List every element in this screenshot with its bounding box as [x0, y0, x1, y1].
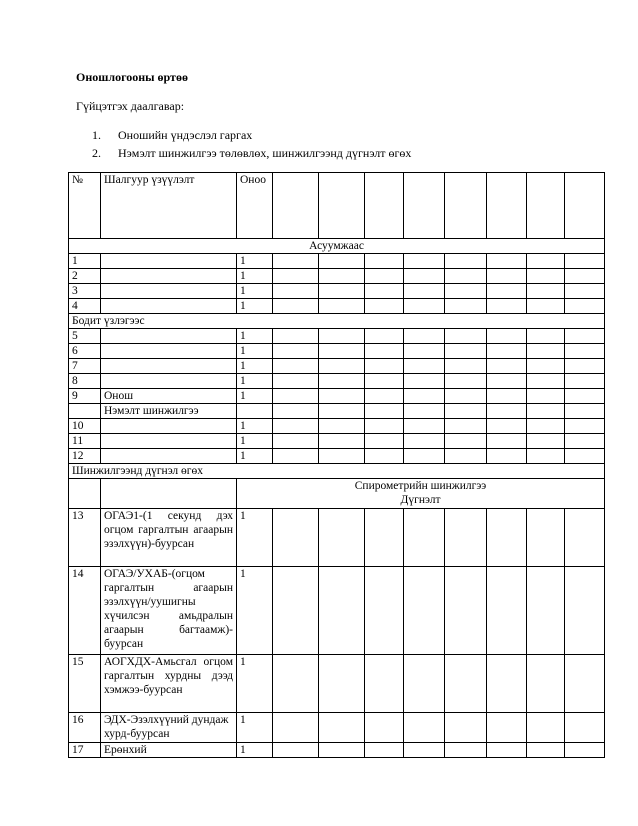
header-criteria: Шалгуур үзүүлэлт	[101, 173, 237, 239]
row-score: 1	[237, 359, 273, 374]
row-score: 1	[237, 344, 273, 359]
blank-cell	[273, 389, 319, 404]
row-score: 1	[237, 655, 273, 713]
row-score: 1	[237, 449, 273, 464]
blank-cell	[527, 374, 565, 389]
row-criteria	[101, 299, 237, 314]
blank-cell	[273, 509, 319, 567]
row-criteria: ОГАЭ/УХАБ-(огцом гаргалтын агаарын эзэлхүүн/уушигны хүчилсэн амьдралын агаарын багтаамж)-буурсан	[101, 567, 237, 655]
row-criteria	[101, 344, 237, 359]
row-number: 10	[69, 419, 101, 434]
row-number: 9	[69, 389, 101, 404]
blank-cell	[565, 389, 605, 404]
blank-cell	[487, 329, 527, 344]
blank-cell	[487, 374, 527, 389]
blank-cell	[404, 404, 445, 419]
blank-cell	[273, 404, 319, 419]
blank-cell	[445, 389, 487, 404]
blank-cell	[404, 299, 445, 314]
table-row	[69, 299, 605, 314]
row-number: 1	[69, 254, 101, 269]
row-criteria	[101, 254, 237, 269]
blank-cell	[273, 344, 319, 359]
blank-cell	[365, 419, 404, 434]
section-asuumjaas: Асуумжаас	[69, 239, 605, 254]
spirometry-title: Спирометрийн шинжилгээ	[354, 480, 487, 492]
row-number: 8	[69, 374, 101, 389]
blank-cell	[445, 404, 487, 419]
blank-cell	[365, 449, 404, 464]
blank-cell	[527, 284, 565, 299]
blank-cell	[487, 655, 527, 713]
blank-cell	[273, 374, 319, 389]
blank-cell	[69, 404, 101, 419]
blank-cell	[365, 254, 404, 269]
blank-cell	[404, 359, 445, 374]
table-row	[69, 284, 605, 299]
blank-cell	[319, 254, 365, 269]
section-row	[69, 239, 605, 254]
blank-cell	[404, 713, 445, 743]
blank-cell	[365, 299, 404, 314]
blank-cell	[404, 284, 445, 299]
blank-cell	[404, 419, 445, 434]
table-row	[69, 655, 605, 713]
blank-cell	[565, 449, 605, 464]
blank-cell	[565, 344, 605, 359]
blank-cell	[365, 743, 404, 758]
blank-cell	[404, 389, 445, 404]
blank-cell	[445, 299, 487, 314]
blank-cell	[404, 434, 445, 449]
table-row	[69, 359, 605, 374]
blank-cell	[527, 404, 565, 419]
blank-cell	[445, 269, 487, 284]
blank-cell	[527, 713, 565, 743]
blank-cell	[273, 655, 319, 713]
blank-cell	[273, 713, 319, 743]
blank-cell	[445, 567, 487, 655]
section-nemelt: Нэмэлт шинжилгээ	[101, 404, 237, 419]
blank-cell	[273, 329, 319, 344]
blank-cell	[565, 299, 605, 314]
blank-cell	[487, 254, 527, 269]
blank-cell	[445, 374, 487, 389]
blank-cell	[69, 479, 101, 509]
row-number: 7	[69, 359, 101, 374]
row-score: 1	[237, 329, 273, 344]
row-criteria: Онош	[101, 389, 237, 404]
blank-cell	[365, 359, 404, 374]
row-criteria	[101, 374, 237, 389]
blank-cell	[445, 743, 487, 758]
blank-cell	[565, 509, 605, 567]
blank-cell	[319, 509, 365, 567]
blank-cell	[404, 254, 445, 269]
blank-cell	[365, 329, 404, 344]
blank-cell	[487, 344, 527, 359]
spirometry-conclusion: Дүгнэлт	[400, 494, 441, 506]
blank-cell	[404, 374, 445, 389]
row-criteria	[101, 284, 237, 299]
task-text: Нэмэлт шинжилгээ төлөвлөх, шинжилгээнд дүгнэлт өгөх	[118, 146, 412, 160]
blank-cell	[487, 269, 527, 284]
task-heading: Гүйцэтгэх даалгавар:	[76, 99, 185, 113]
blank-cell	[565, 359, 605, 374]
row-score: 1	[237, 567, 273, 655]
row-number: 12	[69, 449, 101, 464]
blank-cell	[487, 743, 527, 758]
blank-cell	[404, 743, 445, 758]
row-criteria: ЭДХ-Эзэлхүүний дундаж хурд-буурсан	[101, 713, 237, 743]
blank-cell	[527, 449, 565, 464]
blank-cell	[365, 434, 404, 449]
section-row	[69, 464, 605, 479]
blank-cell	[319, 655, 365, 713]
row-score: 1	[237, 419, 273, 434]
row-criteria: Ерөнхий	[101, 743, 237, 758]
blank-cell	[565, 567, 605, 655]
row-score: 1	[237, 389, 273, 404]
row-number: 17	[69, 743, 101, 758]
blank-cell	[273, 284, 319, 299]
blank-cell	[404, 655, 445, 713]
table-row	[69, 743, 605, 758]
scoring-table	[68, 172, 605, 758]
list-item	[76, 126, 411, 144]
row-score: 1	[237, 284, 273, 299]
blank-cell	[445, 254, 487, 269]
table-row	[69, 269, 605, 284]
blank-cell	[404, 329, 445, 344]
blank-cell	[273, 359, 319, 374]
blank-cell	[527, 434, 565, 449]
row-number: 13	[69, 509, 101, 567]
blank-cell	[319, 329, 365, 344]
blank-cell	[565, 655, 605, 713]
task-number: 1.	[92, 128, 101, 142]
table-header-row	[69, 173, 605, 239]
section-shinjilgeend: Шинжилгээнд дүгнэл өгөх	[69, 464, 605, 479]
blank-cell	[487, 299, 527, 314]
blank-cell	[365, 284, 404, 299]
blank-cell	[404, 269, 445, 284]
table-row	[69, 344, 605, 359]
blank-cell	[565, 404, 605, 419]
blank-cell	[237, 404, 273, 419]
blank-cell	[365, 173, 404, 239]
row-criteria	[101, 449, 237, 464]
blank-cell	[319, 434, 365, 449]
task-list	[76, 126, 411, 162]
row-score: 1	[237, 269, 273, 284]
blank-cell	[319, 173, 365, 239]
blank-cell	[319, 404, 365, 419]
section-row	[69, 314, 605, 329]
blank-cell	[273, 743, 319, 758]
blank-cell	[404, 173, 445, 239]
blank-cell	[319, 419, 365, 434]
blank-cell	[487, 713, 527, 743]
blank-cell	[273, 419, 319, 434]
blank-cell	[445, 173, 487, 239]
blank-cell	[365, 509, 404, 567]
table-row	[69, 329, 605, 344]
blank-cell	[445, 449, 487, 464]
blank-cell	[527, 359, 565, 374]
blank-cell	[319, 359, 365, 374]
row-score: 1	[237, 254, 273, 269]
list-item	[76, 144, 411, 162]
row-criteria: АОГХДХ-Амьсгал огцом гаргалтын хурдны дээд хэмжээ-буурсан	[101, 655, 237, 713]
blank-cell	[445, 419, 487, 434]
blank-cell	[487, 509, 527, 567]
blank-cell	[527, 269, 565, 284]
section-row	[69, 404, 605, 419]
blank-cell	[319, 389, 365, 404]
blank-cell	[487, 173, 527, 239]
blank-cell	[404, 344, 445, 359]
row-score: 1	[237, 374, 273, 389]
page-title: Оношлогооны өртөө	[76, 70, 188, 84]
blank-cell	[527, 344, 565, 359]
table-row	[69, 713, 605, 743]
table-row	[69, 567, 605, 655]
blank-cell	[487, 419, 527, 434]
table-row	[69, 254, 605, 269]
section-spirometry	[237, 479, 605, 509]
table-row	[69, 389, 605, 404]
row-criteria	[101, 434, 237, 449]
table-row	[69, 374, 605, 389]
header-number: №	[69, 173, 101, 239]
blank-cell	[273, 254, 319, 269]
section-bodit: Бодит үзлэгээс	[69, 314, 605, 329]
blank-cell	[527, 254, 565, 269]
blank-cell	[527, 419, 565, 434]
blank-cell	[319, 269, 365, 284]
blank-cell	[365, 713, 404, 743]
row-number: 2	[69, 269, 101, 284]
blank-cell	[487, 434, 527, 449]
task-text: Оношийн үндэслэл гаргах	[118, 128, 253, 142]
row-score: 1	[237, 509, 273, 567]
row-number: 16	[69, 713, 101, 743]
blank-cell	[273, 449, 319, 464]
row-criteria	[101, 359, 237, 374]
row-criteria	[101, 329, 237, 344]
blank-cell	[319, 374, 365, 389]
blank-cell	[273, 567, 319, 655]
blank-cell	[527, 299, 565, 314]
table-row	[69, 449, 605, 464]
blank-cell	[487, 449, 527, 464]
table-row	[69, 419, 605, 434]
blank-cell	[365, 655, 404, 713]
row-number: 11	[69, 434, 101, 449]
blank-cell	[365, 344, 404, 359]
blank-cell	[445, 434, 487, 449]
blank-cell	[565, 434, 605, 449]
blank-cell	[527, 743, 565, 758]
blank-cell	[487, 359, 527, 374]
row-number: 5	[69, 329, 101, 344]
blank-cell	[527, 509, 565, 567]
blank-cell	[319, 344, 365, 359]
blank-cell	[565, 374, 605, 389]
blank-cell	[445, 329, 487, 344]
blank-cell	[565, 329, 605, 344]
header-score: Оноо	[237, 173, 273, 239]
task-number: 2.	[92, 146, 101, 160]
row-score: 1	[237, 434, 273, 449]
blank-cell	[404, 567, 445, 655]
blank-cell	[273, 299, 319, 314]
blank-cell	[319, 567, 365, 655]
blank-cell	[445, 344, 487, 359]
blank-cell	[365, 567, 404, 655]
table-row	[69, 434, 605, 449]
blank-cell	[319, 284, 365, 299]
blank-cell	[487, 284, 527, 299]
blank-cell	[319, 743, 365, 758]
blank-cell	[527, 655, 565, 713]
blank-cell	[487, 567, 527, 655]
blank-cell	[319, 299, 365, 314]
blank-cell	[565, 284, 605, 299]
row-number: 4	[69, 299, 101, 314]
row-number: 14	[69, 567, 101, 655]
blank-cell	[445, 284, 487, 299]
table-row	[69, 509, 605, 567]
blank-cell	[565, 269, 605, 284]
blank-cell	[527, 173, 565, 239]
blank-cell	[565, 173, 605, 239]
blank-cell	[565, 419, 605, 434]
row-criteria	[101, 269, 237, 284]
blank-cell	[487, 389, 527, 404]
row-criteria: ОГАЭ1-(1 секунд дэх огцом гаргалтын агаарын эзэлхүүн)-буурсан	[101, 509, 237, 567]
blank-cell	[445, 713, 487, 743]
blank-cell	[404, 449, 445, 464]
blank-cell	[565, 743, 605, 758]
blank-cell	[365, 389, 404, 404]
blank-cell	[527, 567, 565, 655]
blank-cell	[445, 655, 487, 713]
blank-cell	[365, 374, 404, 389]
blank-cell	[319, 449, 365, 464]
blank-cell	[527, 389, 565, 404]
blank-cell	[445, 359, 487, 374]
blank-cell	[565, 713, 605, 743]
blank-cell	[365, 269, 404, 284]
blank-cell	[101, 479, 237, 509]
row-number: 6	[69, 344, 101, 359]
row-criteria	[101, 419, 237, 434]
blank-cell	[527, 329, 565, 344]
row-number: 15	[69, 655, 101, 713]
row-score: 1	[237, 743, 273, 758]
row-number: 3	[69, 284, 101, 299]
row-score: 1	[237, 299, 273, 314]
blank-cell	[319, 713, 365, 743]
blank-cell	[273, 269, 319, 284]
blank-cell	[565, 254, 605, 269]
blank-cell	[487, 404, 527, 419]
blank-cell	[273, 434, 319, 449]
blank-cell	[365, 404, 404, 419]
row-score: 1	[237, 713, 273, 743]
section-row	[69, 479, 605, 509]
blank-cell	[404, 509, 445, 567]
blank-cell	[445, 509, 487, 567]
blank-cell	[273, 173, 319, 239]
